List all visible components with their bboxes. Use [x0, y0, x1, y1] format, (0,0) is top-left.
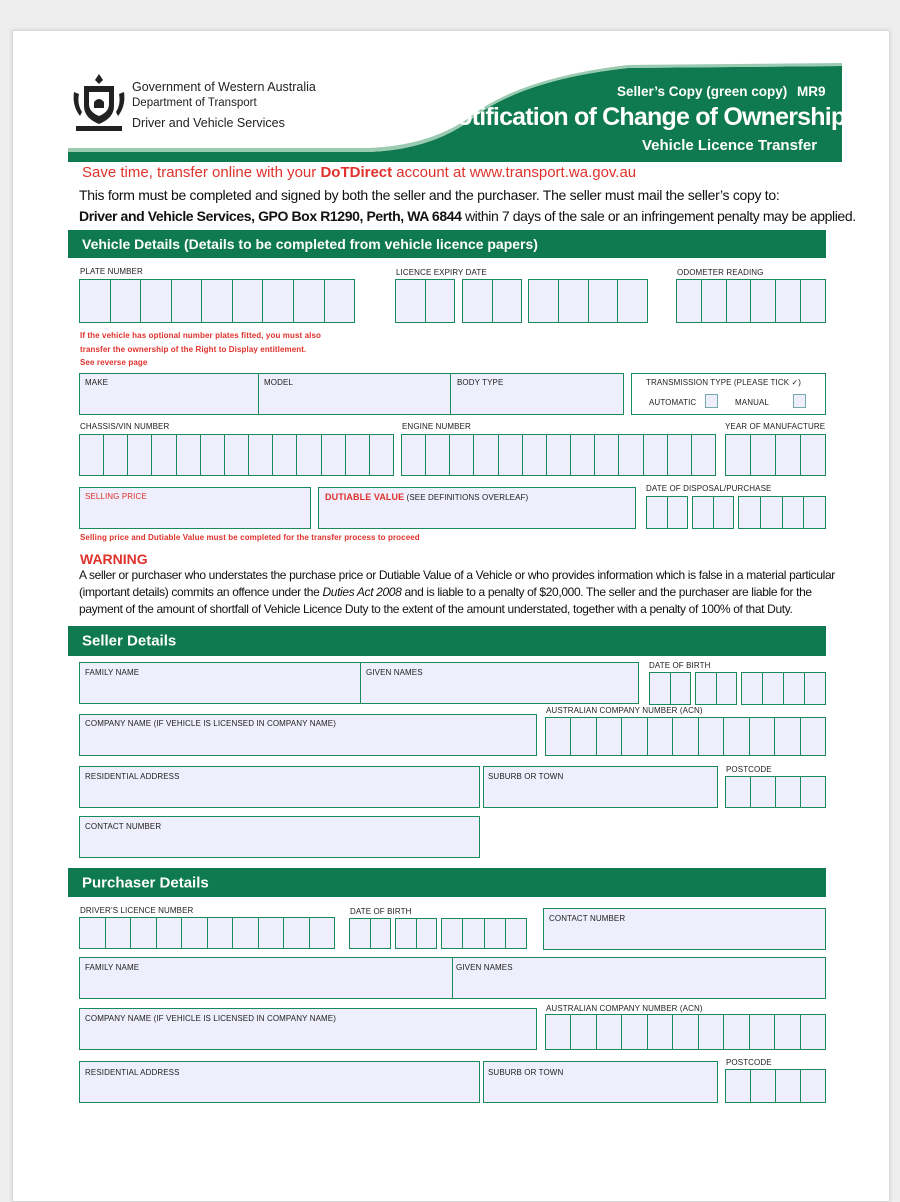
seller-dob-month-field[interactable] [695, 672, 737, 705]
engine-field[interactable] [401, 434, 716, 476]
purchaser-postcode-label: POSTCODE [726, 1058, 772, 1067]
warning-line-3: payment of the amount of shortfall of Vehicle Licence Duty to the extent of the amount understated, together with a penalty of 100% of that Duty. [79, 602, 793, 616]
intro-line-1: This form must be completed and signed by both the seller and the purchaser. The seller must mail the seller’s copy to: [79, 187, 780, 203]
purchaser-suburb-label: SUBURB OR TOWN [488, 1068, 564, 1077]
odometer-label: ODOMETER READING [677, 268, 764, 277]
org-line-3: Driver and Vehicle Services [132, 116, 285, 130]
warning-title: WARNING [80, 551, 148, 567]
intro-deadline: within 7 days of the sale or an infringement penalty may be applied. [461, 208, 856, 224]
purchaser-dob-year-field[interactable] [441, 918, 527, 949]
intro-line-2 [79, 208, 856, 224]
purchaser-licence-label: DRIVER’S LICENCE NUMBER [80, 906, 194, 915]
seller-acn-field[interactable] [545, 717, 826, 756]
seller-postcode-label: POSTCODE [726, 765, 772, 774]
plates-note-1: If the vehicle has optional number plates fitted, you must also [80, 331, 322, 340]
odometer-field[interactable] [676, 279, 826, 323]
licence-expiry-day-field[interactable] [395, 279, 455, 323]
warning-line-2: (important details) commits an offence under the Duties Act 2008 and is liable to a penalty of $20,000. The seller and the purchaser are liable for the [79, 585, 812, 599]
manual-checkbox[interactable] [793, 394, 806, 408]
year-label: YEAR OF MANUFACTURE [725, 422, 826, 431]
promo-line [82, 164, 636, 181]
purchaser-postcode-field[interactable] [725, 1069, 826, 1103]
seller-family-name-label: FAMILY NAME [85, 668, 140, 677]
seller-company-name-label: COMPANY NAME (IF VEHICLE IS LICENSED IN COMPANY NAME) [85, 719, 336, 728]
dutiable-value-label: DUTIABLE VALUE (SEE DEFINITIONS OVERLEAF) [325, 492, 529, 502]
promo-brand: DoTDirect [320, 164, 393, 181]
seller-suburb-label: SUBURB OR TOWN [488, 772, 564, 781]
year-field[interactable] [725, 434, 826, 476]
transmission-label: TRANSMISSION TYPE (PLEASE TICK ✓) [646, 378, 802, 387]
seller-dob-day-field[interactable] [649, 672, 691, 705]
org-line-2: Department of Transport [132, 97, 257, 109]
make-label: MAKE [85, 378, 109, 387]
seller-address-label: RESIDENTIAL ADDRESS [85, 772, 180, 781]
purchaser-contact-label: CONTACT NUMBER [549, 914, 626, 923]
date-disposal-label: DATE OF DISPOSAL/PURCHASE [646, 484, 772, 493]
purchaser-given-names-label: GIVEN NAMES [456, 963, 513, 972]
form-code: MR9 [797, 84, 826, 99]
plates-note-3: See reverse page [80, 358, 148, 367]
automatic-checkbox[interactable] [705, 394, 718, 408]
seller-postcode-field[interactable] [725, 776, 826, 808]
purchaser-dob-month-field[interactable] [395, 918, 437, 949]
purchaser-dob-label: DATE OF BIRTH [350, 907, 412, 916]
seller-section-heading: Seller Details [68, 626, 826, 656]
seller-contact-label: CONTACT NUMBER [85, 822, 162, 831]
purchaser-licence-field[interactable] [79, 917, 335, 949]
model-label: MODEL [264, 378, 293, 387]
form-subtitle: Vehicle Licence Transfer [642, 137, 818, 154]
engine-label: ENGINE NUMBER [402, 422, 471, 431]
chassis-field[interactable] [79, 434, 394, 476]
mailing-address: Driver and Vehicle Services, GPO Box R1290, Perth, WA 6844 [79, 208, 462, 224]
licence-expiry-month-field[interactable] [462, 279, 522, 323]
body-type-label: BODY TYPE [457, 378, 504, 387]
warning-line-1: A seller or purchaser who understates the purchase price or Dutiable Value of a Vehicle or who provides information which is false in a material particular [79, 568, 835, 582]
purchaser-address-label: RESIDENTIAL ADDRESS [85, 1068, 180, 1077]
price-note: Selling price and Dutiable Value must be completed for the transfer process to proceed [80, 533, 420, 542]
purchaser-acn-field[interactable] [545, 1014, 826, 1050]
automatic-label: AUTOMATIC [649, 398, 697, 407]
seller-dob-year-field[interactable] [741, 672, 826, 705]
purchaser-dob-day-field[interactable] [349, 918, 391, 949]
plates-note-2: transfer the ownership of the Right to Display entitlement. [80, 345, 307, 354]
plate-number-label: PLATE NUMBER [80, 267, 143, 276]
purchaser-company-name-label: COMPANY NAME (IF VEHICLE IS LICENSED IN COMPANY NAME) [85, 1014, 336, 1023]
purchaser-acn-label: AUSTRALIAN COMPANY NUMBER (ACN) [546, 1004, 703, 1013]
vehicle-section-heading: Vehicle Details (Details to be completed from vehicle licence papers) [68, 230, 826, 258]
licence-expiry-label: LICENCE EXPIRY DATE [396, 268, 487, 277]
manual-label: MANUAL [735, 398, 769, 407]
purchaser-family-name-label: FAMILY NAME [85, 963, 140, 972]
purchaser-section-heading: Purchaser Details [68, 868, 826, 897]
selling-price-label: SELLING PRICE [85, 492, 147, 501]
licence-expiry-year-field[interactable] [528, 279, 648, 323]
copy-label: Seller’s Copy (green copy) [617, 84, 788, 99]
org-line-1: Government of Western Australia [132, 80, 316, 94]
promo-prefix: Save time, transfer online with your [82, 164, 321, 181]
disposal-year-field[interactable] [738, 496, 826, 529]
promo-suffix: account at www.transport.wa.gov.au [392, 164, 637, 181]
seller-dob-label: DATE OF BIRTH [649, 661, 711, 670]
chassis-label: CHASSIS/VIN NUMBER [80, 422, 170, 431]
form-title: Notification of Change of Ownership [440, 103, 846, 131]
disposal-month-field[interactable] [692, 496, 734, 529]
seller-acn-label: AUSTRALIAN COMPANY NUMBER (ACN) [546, 706, 703, 715]
disposal-day-field[interactable] [646, 496, 688, 529]
seller-given-names-label: GIVEN NAMES [366, 668, 423, 677]
plate-number-field[interactable] [79, 279, 355, 323]
